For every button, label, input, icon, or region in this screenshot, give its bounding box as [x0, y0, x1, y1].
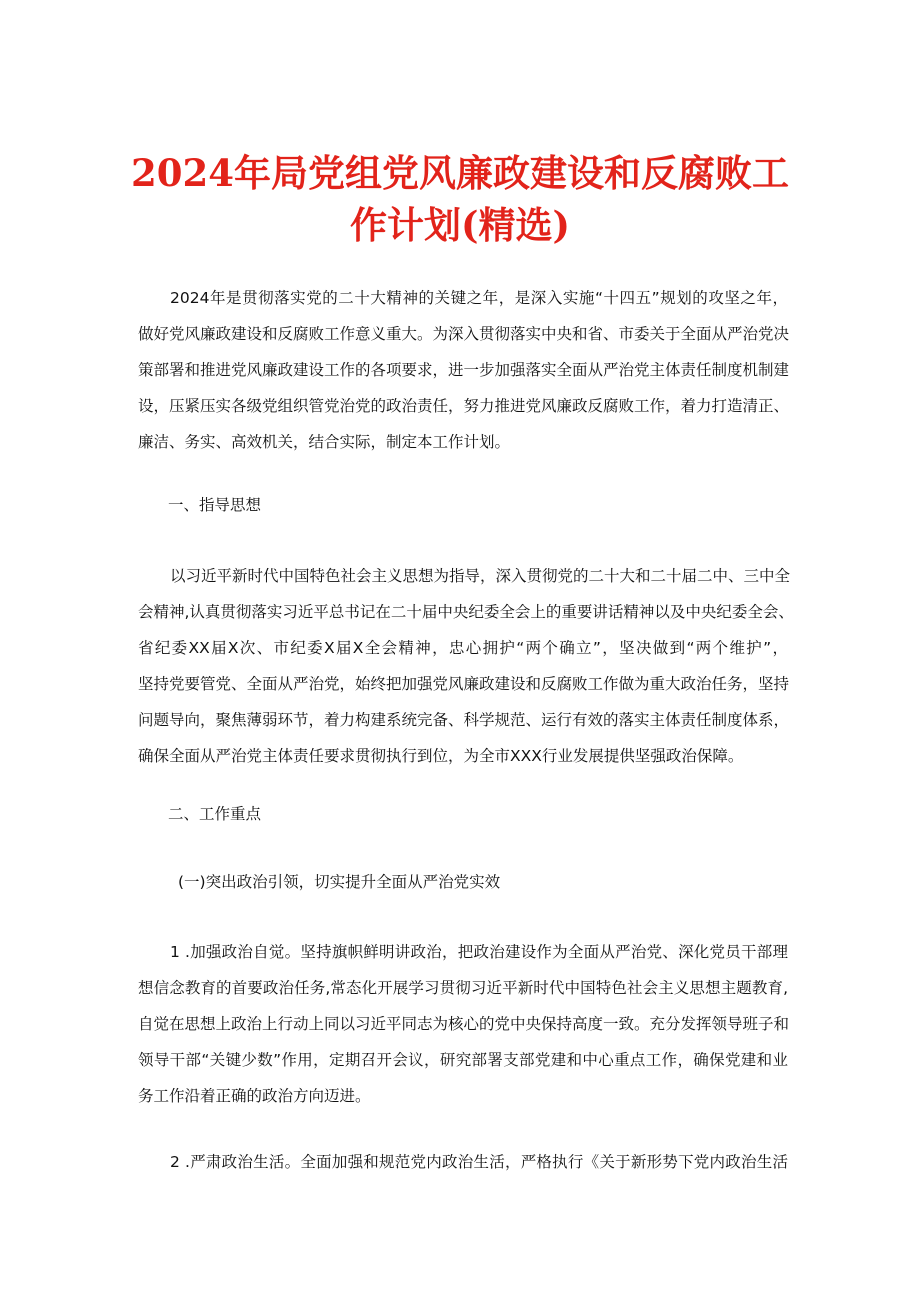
section1-line: 问题导向，聚焦薄弱环节，着力构建系统完备、科学规范、运行有效的落实主体责任制度体系， [138, 711, 790, 729]
section1-line: 省纪委XX届X次、市纪委X届X全会精神，忠心拥护“两个确立”，坚决做到“两个维护”， [138, 639, 788, 657]
document-title-line1: 2024年局党组党风廉政建设和反腐败工 [131, 151, 789, 195]
document-title-line2: 作计划(精选) [349, 203, 570, 247]
item1-line: 自觉在思想上政治上行动上同以习近平同志为核心的党中央保持高度一致。充分发挥领导班子和 [138, 1015, 790, 1033]
section1-line: 会精神,认真贯彻落实习近平总书记在二十届中央纪委全会上的重要讲话精神以及中央纪委全会、 [138, 603, 794, 621]
intro-line: 廉洁、务实、高效机关，结合实际，制定本工作计划。 [138, 433, 511, 451]
item1-paragraph [138, 934, 788, 1114]
item1-line: 务工作沿着正确的政治方向迈进。 [138, 1087, 371, 1105]
item1-line: 1 .加强政治自觉。坚持旗帜鲜明讲政治，把政治建设作为全面从严治党、深化党员干部理 [170, 943, 788, 961]
item2-paragraph [138, 1144, 788, 1180]
section-heading-guiding-ideology: 一、指导思想 [168, 496, 262, 514]
section-heading-work-focus: 二、工作重点 [168, 805, 262, 823]
section1-line: 确保全面从严治党主体责任要求贯彻执行到位，为全市XXX行业发展提供坚强政治保障。 [138, 747, 744, 765]
intro-line: 策部署和推进党风廉政建设工作的各项要求，进一步加强落实全面从严治党主体责任制度机制建 [138, 361, 790, 379]
intro-line: 设，压紧压实各级党组织管党治党的政治责任，努力推进党风廉政反腐败工作，着力打造清正、 [138, 397, 790, 415]
intro-line: 做好党风廉政建设和反腐败工作意义重大。为深入贯彻落实中央和省、市委关于全面从严治党决 [138, 325, 790, 343]
item2-line: 2 .严肃政治生活。全面加强和规范党内政治生活，严格执行《关于新形势下党内政治生活 [170, 1153, 788, 1171]
item1-line: 想信念教育的首要政治任务,常态化开展学习贯彻习近平新时代中国特色社会主义思想主题教育, [138, 979, 788, 997]
section1-line: 坚持党要管党、全面从严治党，始终把加强党风廉政建设和反腐败工作做为重大政治任务，坚持 [138, 675, 790, 693]
subheading-political-guidance: (一)突出政治引领，切实提升全面从严治党实效 [178, 873, 501, 891]
section1-line: 以习近平新时代中国特色社会主义思想为指导，深入贯彻党的二十大和二十届二中、三中全 [170, 567, 791, 585]
section1-paragraph [138, 558, 794, 774]
intro-paragraph [138, 280, 788, 460]
item1-line: 领导干部“关键少数”作用，定期召开会议，研究部署支部党建和中心重点工作，确保党建和业 [138, 1051, 788, 1069]
intro-line: 2024年是贯彻落实党的二十大精神的关键之年，是深入实施“十四五”规划的攻坚之年， [170, 289, 788, 307]
